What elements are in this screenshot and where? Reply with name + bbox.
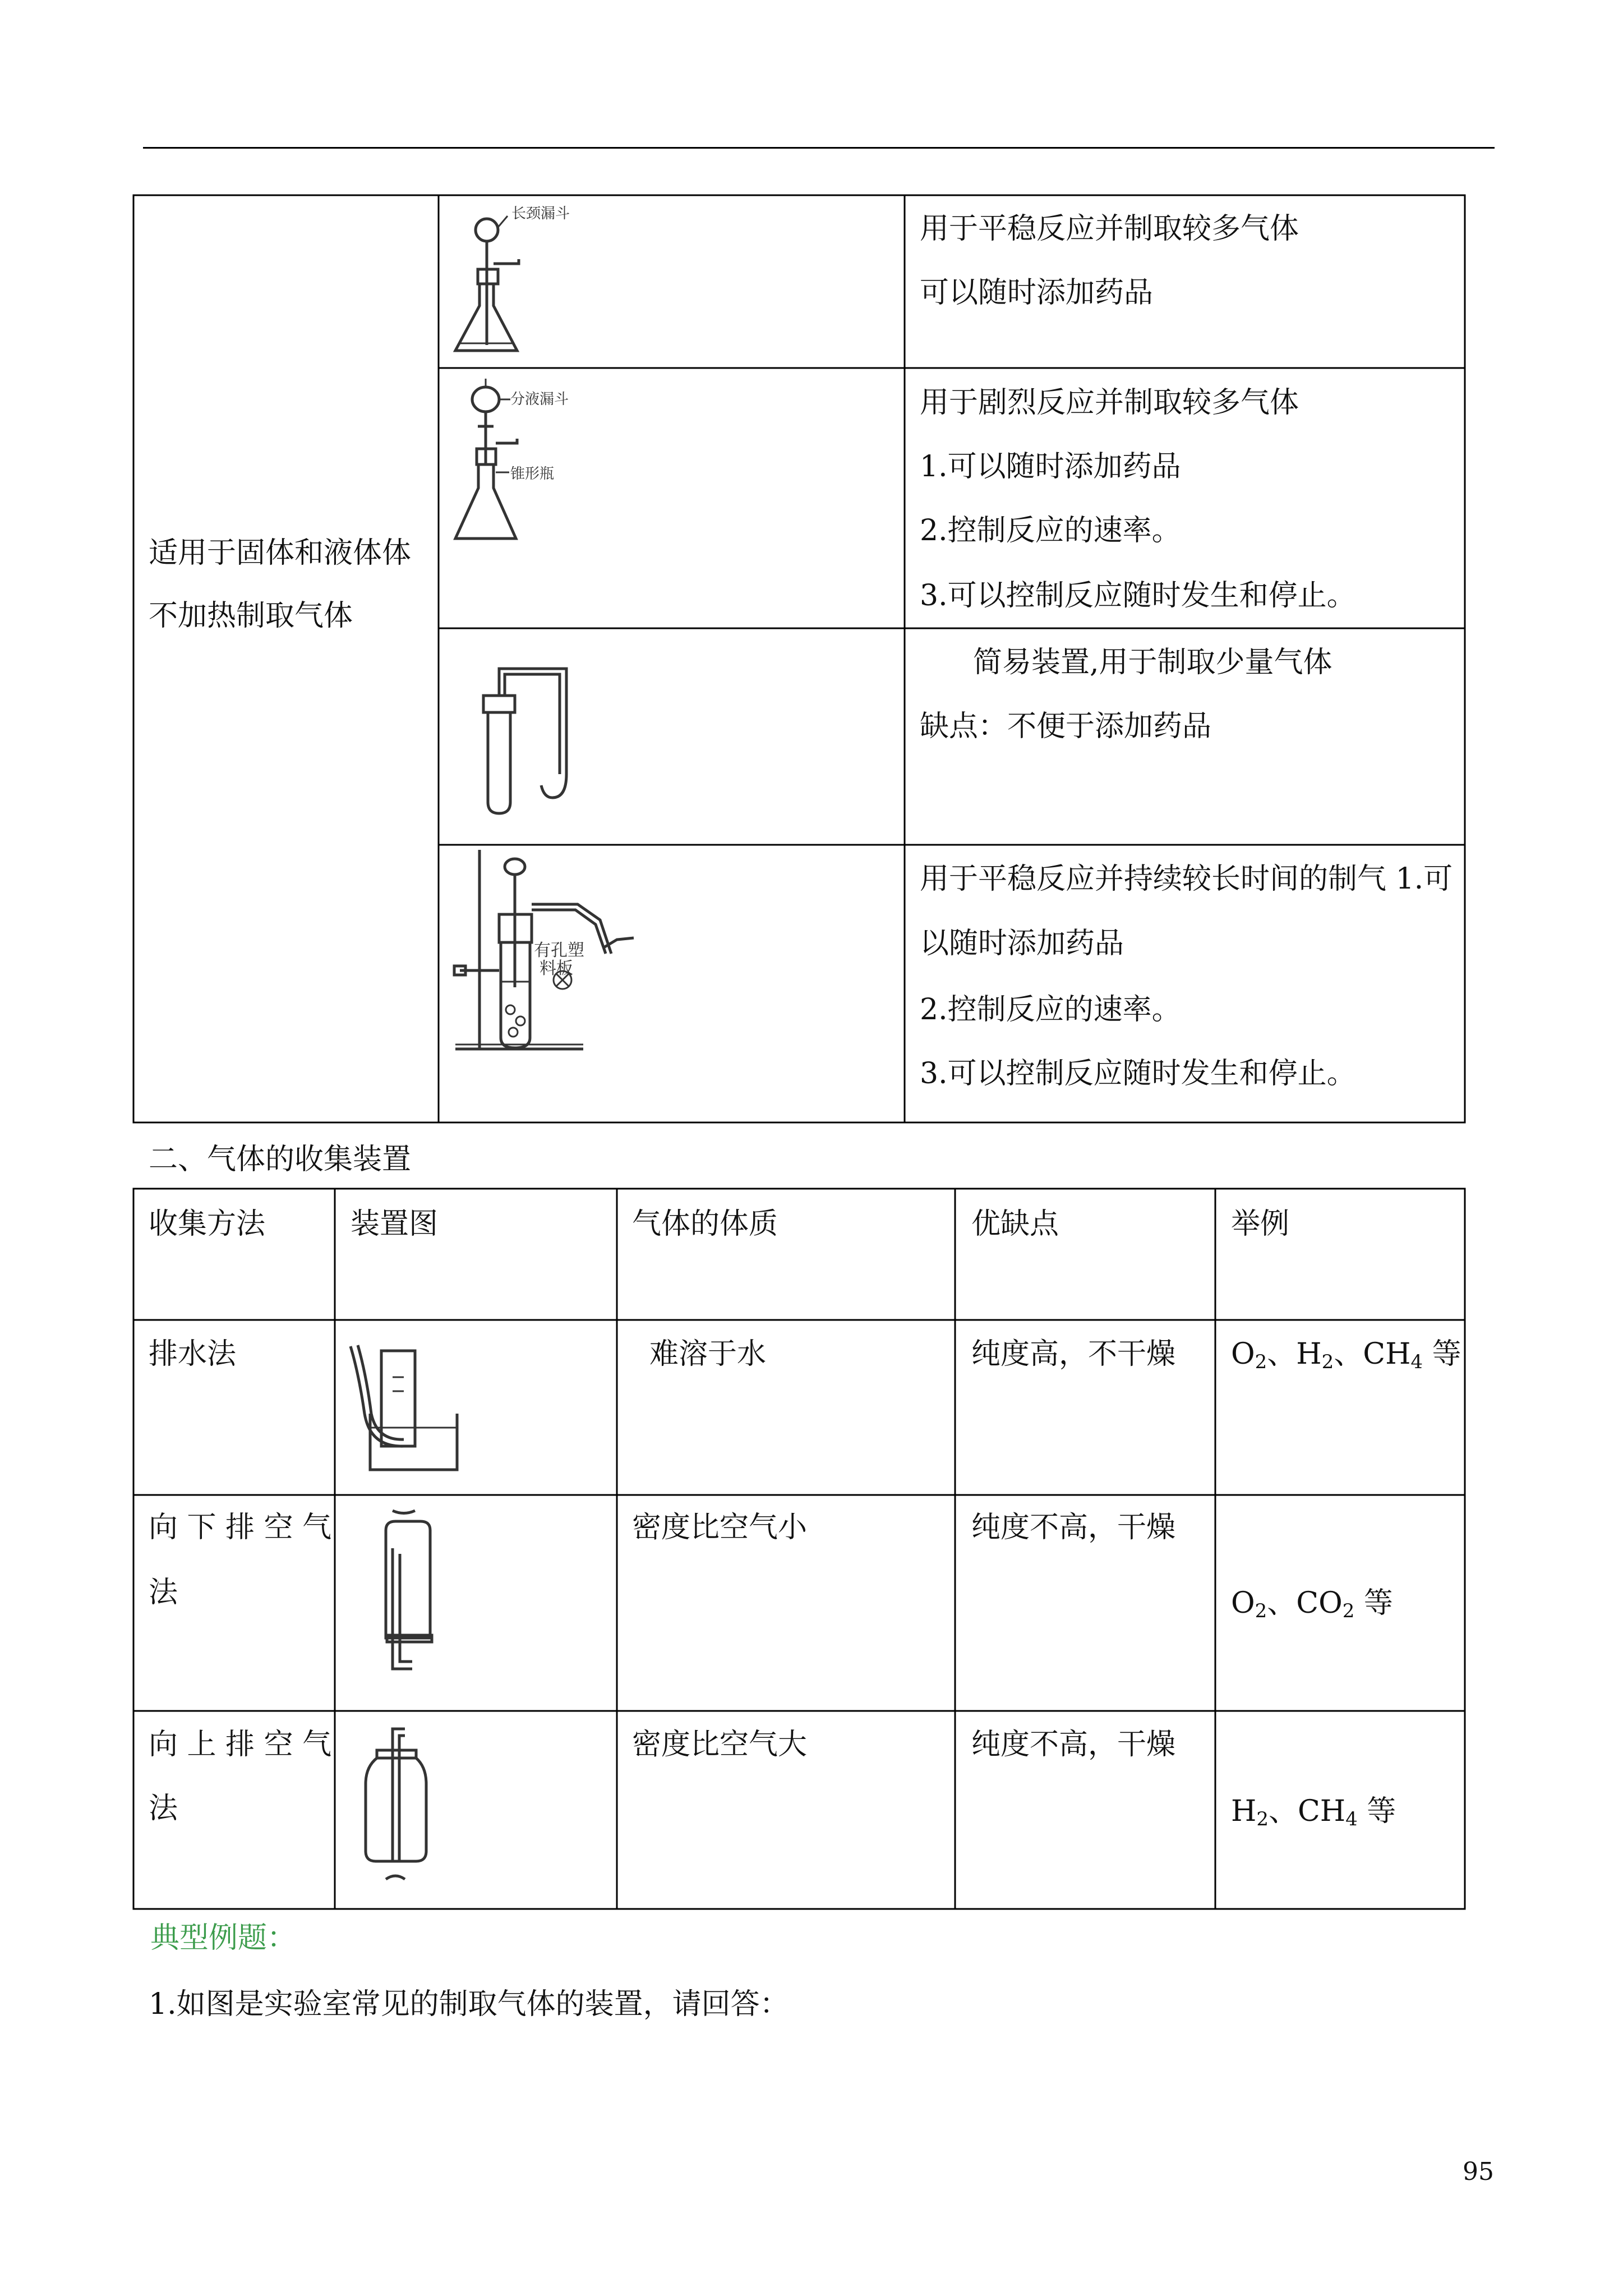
- category-line-2: 不加热制取气体: [149, 599, 353, 633]
- row4-desc-line: 用于平稳反应并持续较长时间的制气 1.可: [920, 862, 1453, 896]
- header-diagram: 装置图: [351, 1207, 439, 1241]
- row2-desc-line: 1.可以随时添加药品: [920, 450, 1181, 484]
- page-number: 95: [1463, 2157, 1494, 2186]
- method-upward-air: 向 上 排 空 气: [149, 1728, 332, 1761]
- header-property: 气体的体质: [632, 1207, 778, 1241]
- header-example: 举例: [1231, 1207, 1290, 1241]
- question-1: 1.如图是实验室常见的制取气体的装置，请回答：: [149, 1987, 789, 2021]
- apparatus-label: 料板: [540, 959, 573, 978]
- apparatus-label: 锥形瓶: [510, 466, 555, 482]
- examples-heading: 典型例题：: [150, 1921, 297, 1955]
- row2-desc-line: 3.可以控制反应随时发生和停止。: [920, 579, 1356, 613]
- example-cell: $O_2$、$CO_2$ 等: [1231, 1586, 1393, 1622]
- apparatus-label: 有孔塑: [534, 941, 584, 960]
- method-downward-air: 向 下 排 空 气: [149, 1511, 332, 1544]
- header-method: 收集方法: [149, 1207, 266, 1241]
- row2-desc-line: 2.控制反应的速率。: [920, 514, 1181, 547]
- category-line-1: 适用于固体和液体体: [149, 536, 412, 570]
- method-downward-air-2: 法: [149, 1576, 178, 1609]
- row2-desc-line: 用于剧烈反应并制取较多气体: [920, 386, 1299, 420]
- property-cell: 难溶于水: [649, 1337, 767, 1371]
- row1-desc-line: 用于平稳反应并制取较多气体: [920, 212, 1299, 246]
- section-title: 二、气体的收集装置: [149, 1143, 412, 1176]
- row4-desc-line: 以随时添加药品: [920, 927, 1124, 960]
- pros-cons-cell: 纯度不高，干燥: [971, 1511, 1176, 1544]
- pros-cons-cell: 纯度不高，干燥: [971, 1728, 1176, 1761]
- apparatus-label: 长颈漏斗: [511, 205, 570, 222]
- pros-cons-cell: 纯度高，不干燥: [971, 1337, 1176, 1371]
- method-water-displacement: 排水法: [149, 1337, 237, 1371]
- row3-desc-line: 缺点：不便于添加药品: [920, 710, 1212, 743]
- apparatus-label: 分液漏斗: [510, 391, 569, 408]
- method-upward-air-2: 法: [149, 1792, 178, 1825]
- property-cell: 密度比空气小: [632, 1511, 808, 1544]
- example-cell: $O_2$、$H_2$、$CH_4$ 等: [1231, 1337, 1461, 1373]
- row4-desc-line: 2.控制反应的速率。: [920, 993, 1181, 1027]
- example-cell: $H_2$、$CH_4$ 等: [1231, 1795, 1396, 1830]
- header-pros-cons: 优缺点: [971, 1207, 1059, 1241]
- row1-desc-line: 可以随时添加药品: [920, 276, 1154, 310]
- row3-desc-line: 简易装置,用于制取少量气体: [973, 646, 1332, 679]
- property-cell: 密度比空气大: [632, 1728, 808, 1761]
- row4-desc-line: 3.可以控制反应随时发生和停止。: [920, 1057, 1356, 1091]
